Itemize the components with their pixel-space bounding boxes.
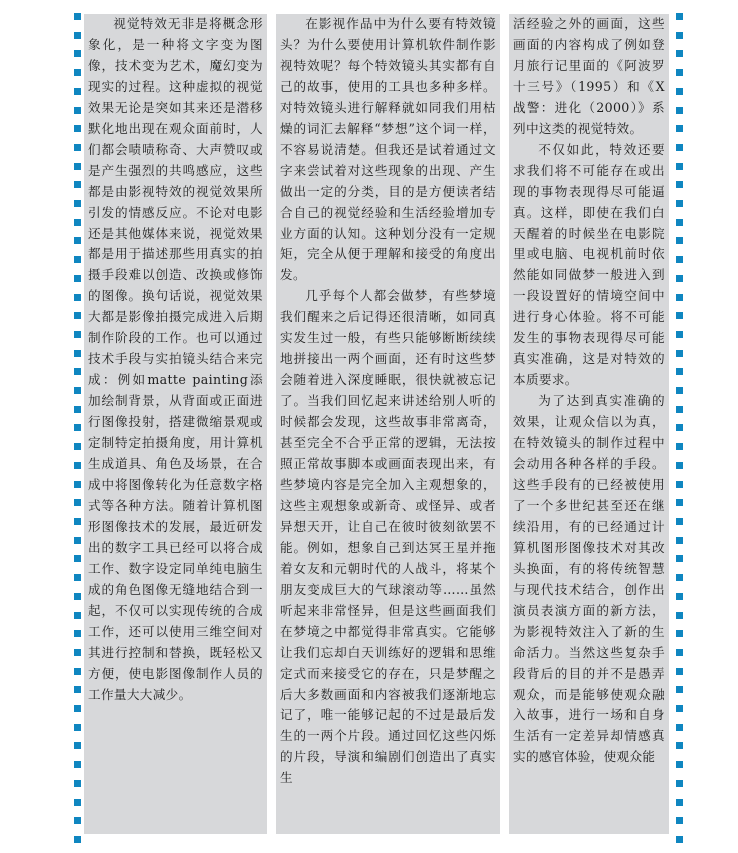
marker-square xyxy=(676,350,683,357)
marker-square xyxy=(74,88,81,95)
marker-square xyxy=(74,705,81,712)
marker-square xyxy=(676,331,683,338)
marker-square xyxy=(74,256,81,263)
marker-square xyxy=(74,144,81,151)
marker-square xyxy=(676,668,683,675)
marker-square xyxy=(74,481,81,488)
marker-square xyxy=(74,742,81,749)
marker-square xyxy=(74,593,81,600)
marker-square xyxy=(676,649,683,656)
marker-square xyxy=(74,219,81,226)
marker-square xyxy=(676,69,683,76)
marker-square xyxy=(676,630,683,637)
marker-square xyxy=(676,443,683,450)
marker-square xyxy=(676,368,683,375)
marker-square xyxy=(74,668,81,675)
paragraph: 不仅如此，特效还要求我们将不可能存在或出现的事物表现得尽可能逼真。这样，即使在我们白天醒着的时候坐在电影院里或电脑、电视机前时依然能如同做梦一般进入到一段设置好的情境空间中进行身心体验。将不可能发生的事物表现得尽可能真实准确，这是对特效的本质要求。 xyxy=(513,141,665,388)
marker-square xyxy=(676,799,683,806)
marker-square xyxy=(74,574,81,581)
marker-square xyxy=(676,275,683,282)
text-column-2 xyxy=(276,14,500,834)
marker-square xyxy=(676,200,683,207)
marker-square xyxy=(74,275,81,282)
marker-square xyxy=(74,518,81,525)
marker-square xyxy=(676,237,683,244)
marker-square xyxy=(676,424,683,431)
marker-square xyxy=(74,331,81,338)
marker-square xyxy=(676,107,683,114)
marker-square xyxy=(676,481,683,488)
marker-square xyxy=(74,612,81,619)
marker-square xyxy=(74,780,81,787)
marker-square xyxy=(74,799,81,806)
marker-square xyxy=(676,724,683,731)
marker-square xyxy=(676,219,683,226)
marker-square xyxy=(676,144,683,151)
left-marker-strip xyxy=(72,13,82,843)
marker-square xyxy=(74,443,81,450)
marker-square xyxy=(74,817,81,824)
marker-square xyxy=(74,499,81,506)
marker-square xyxy=(74,387,81,394)
marker-square xyxy=(74,555,81,562)
marker-square xyxy=(676,387,683,394)
marker-square xyxy=(676,836,683,843)
marker-square xyxy=(74,237,81,244)
marker-square xyxy=(74,107,81,114)
marker-square xyxy=(74,424,81,431)
paragraph: 几乎每个人都会做梦，有些梦境我们醒来之后记得还很清晰，如同真实发生过一般，有些只能够断断续续地拼接出一两个画面，还有时这些梦会随着进入深度睡眠，很快就被忘记了。当我们回忆起来讲述给别人听的时候都会发现，这些故事非常离奇，甚至完全不合乎正常的逻辑，无法按照正常故事脚本或画面表现出来，有些梦境内容是完全加入主观想象的，这些主观想象或新奇、或怪异、或者异想天开，让自己在彼时彼刻欲罢不能。例如，想象自己到达冥王星并拖着女友和元朝时代的人战斗，将某个朋友变成巨大的气球滚动等……虽然听起来非常怪异，但是这些画面我们在梦境之中都觉得非常真实。它能够让我们忘却白天训练好的逻辑和思维定式而来接受它的存在，只是梦醒之后大多数画面和内容被我们逐渐地忘记了，唯一能够记起的不过是最后发生的一两个片段。通过回忆这些闪烁的片段，导演和编剧们创造出了真实生 xyxy=(280,288,496,786)
marker-square xyxy=(676,462,683,469)
marker-square xyxy=(74,686,81,693)
marker-square xyxy=(676,125,683,132)
marker-square xyxy=(676,13,683,20)
marker-square xyxy=(74,761,81,768)
marker-square xyxy=(676,256,683,263)
marker-square xyxy=(676,50,683,57)
marker-square xyxy=(74,836,81,843)
paragraph: 视觉特效无非是将概念形象化，是一种将文字变为图像，技术变为艺术，魔幻变为现实的过程。这种虚拟的视觉效果无论是突如其来还是潜移默化地出现在观众面前时，人们都会啧啧称奇、大声赞叹或是产生强烈的共鸣感应，这些都是由影视特效的视觉效果所引发的情感反应。不论对电影还是其他媒体来说，视觉效果都是用于描述那些用真实的拍摄手段难以创造、改换或修饰的图像。换句话说，视觉效果大都是影像拍摄完成进入后期制作阶段的工作。也可以通过技术手段与实拍镜头结合来完成：例如matte painting添加绘制背景，从背面或正面进行图像投射，搭建微缩景观或定制特定拍摄角度，用计算机生成道具、角色及场景，在合成中将图像转化为任意数字格式等各种方法。随着计算机图形图像技术的发展，最近研发出的数字工具已经可以将合成工作、数字设定同单纯电脑生成的角色图像无缝地结合到一起，不仅可以实现传统的合成工作，还可以使用三维空间对其进行控制和替换，既轻松又方便，使电影图像制作人员的工作量大大减少。 xyxy=(88,16,263,702)
marker-square xyxy=(676,499,683,506)
marker-square xyxy=(676,742,683,749)
text-column-1 xyxy=(84,14,267,834)
paragraph: 为了达到真实准确的效果，让观众信以为真，在特效镜头的制作过程中会动用各种各样的手段。这些手段有的已经被使用了一个多世纪甚至还在继续沿用，有的已经通过计算机图形图像技术对其改头换面，有的将传统智慧与现代技术结合，创作出演员表演方面的新方法，为影视特效注入了新的生命活力。当然这些复杂手段背后的目的并不是愚弄观众，而是能够使观众融入故事，进行一场和自身生活有一定差异却情感真实的感官体验，使观众能 xyxy=(513,393,665,765)
marker-square xyxy=(676,406,683,413)
marker-square xyxy=(74,69,81,76)
marker-square xyxy=(74,294,81,301)
marker-square xyxy=(676,312,683,319)
marker-square xyxy=(74,163,81,170)
marker-square xyxy=(74,406,81,413)
marker-square xyxy=(676,88,683,95)
text-column-3 xyxy=(509,14,669,834)
marker-square xyxy=(676,593,683,600)
right-marker-strip xyxy=(674,13,684,843)
marker-square xyxy=(74,312,81,319)
marker-square xyxy=(74,649,81,656)
marker-square xyxy=(676,518,683,525)
marker-square xyxy=(74,630,81,637)
marker-square xyxy=(676,555,683,562)
marker-square xyxy=(676,163,683,170)
marker-square xyxy=(676,705,683,712)
marker-square xyxy=(676,761,683,768)
marker-square xyxy=(676,537,683,544)
marker-square xyxy=(74,724,81,731)
marker-square xyxy=(74,181,81,188)
marker-square xyxy=(676,686,683,693)
marker-square xyxy=(74,32,81,39)
marker-square xyxy=(676,817,683,824)
marker-square xyxy=(676,181,683,188)
marker-square xyxy=(74,125,81,132)
marker-square xyxy=(74,200,81,207)
marker-square xyxy=(74,350,81,357)
marker-square xyxy=(676,294,683,301)
marker-square xyxy=(676,612,683,619)
paragraph: 在影视作品中为什么要有特效镜头？为什么要使用计算机软件制作影视特效呢？每个特效镜头其实都有自己的故事，使用的工具也多种多样。对特效镜头进行解释就如同我们用枯燥的词汇去解释“梦想”这个词一样，不容易说清楚。但我还是试着通过文字来尝试着对这些现象的出现、产生做出一定的分类，目的是方便读者结合自己的视觉经验和生活经验增加专业方面的认知。这种划分没有一定规矩，完全从便于理解和接受的角度出发。 xyxy=(280,16,496,283)
marker-square xyxy=(676,574,683,581)
marker-square xyxy=(74,13,81,20)
marker-square xyxy=(74,368,81,375)
marker-square xyxy=(74,462,81,469)
paragraph-continued: 活经验之外的画面，这些画面的内容构成了例如登月旅行记里面的《阿波罗十三号》（1995）和《X战警：进化（2000）》系列中这类的视觉特效。 xyxy=(513,16,665,136)
marker-square xyxy=(676,32,683,39)
marker-square xyxy=(676,780,683,787)
marker-square xyxy=(74,50,81,57)
marker-square xyxy=(74,537,81,544)
